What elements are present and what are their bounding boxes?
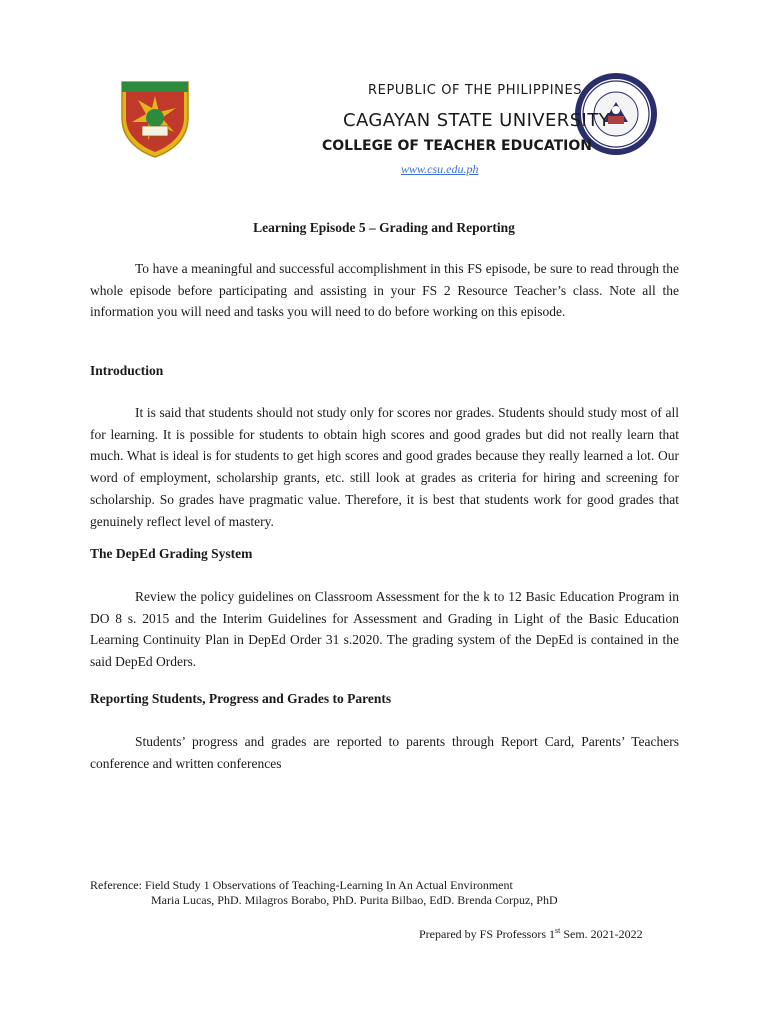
section-body-reporting: Students’ progress and grades are reported to parents through Report Card, Parents’ Teachers conference and written conferences bbox=[90, 734, 679, 771]
website-link[interactable]: www.csu.edu.ph bbox=[401, 162, 479, 176]
university-name: CAGAYAN STATE UNIVERSITY bbox=[343, 110, 611, 131]
reference-line: Reference: Field Study 1 Observations of Teaching-Learning In An Actual Environment bbox=[90, 878, 513, 892]
reference-authors: Maria Lucas, PhD. Milagros Borabo, PhD. Purita Bilbao, EdD. Brenda Corpuz, PhD bbox=[151, 893, 558, 907]
republic-heading: REPUBLIC OF THE PHILIPPINES bbox=[368, 83, 583, 98]
college-name: COLLEGE OF TEACHER EDUCATION bbox=[322, 138, 592, 154]
section-heading-deped-grading: The DepEd Grading System bbox=[90, 546, 253, 561]
university-logo bbox=[118, 78, 192, 158]
section-heading-reporting: Reporting Students, Progress and Grades to Parents bbox=[90, 691, 392, 706]
intro-paragraph: To have a meaningful and successful accomplishment in this FS episode, be sure to read through the whole episode before participating and assisting in your FS 2 Resource Teacher’s class. Note all the information you will need and tasks you will need to do before working on this episode. bbox=[90, 261, 679, 320]
section-heading-introduction: Introduction bbox=[90, 363, 164, 378]
section-body-deped-grading: Review the policy guidelines on Classroom Assessment for the k to 12 Basic Education Program in DO 8 s. 2015 and the Interim Guidelines for Assessment and Grading in Light of the Basic Education Learning Continuity Plan in DepEd Order 31 s.2020. The grading system of the DepEd is contained in the said DepEd Orders. bbox=[90, 589, 679, 670]
prepared-by: Prepared by FS Professors 1st Sem. 2021-2022 bbox=[419, 926, 643, 941]
document-title: Learning Episode 5 – Grading and Reporting bbox=[253, 220, 515, 235]
section-body-introduction: It is said that students should not study only for scores nor grades. Students should study most of all for learning. It is possible for students to obtain high scores and good grades but did not really learn that much. What is ideal is for students to get high scores and good grades because they really learned a lot. Our word of employment, scholarship grants, etc. still look at grades as criteria for hiring and screening for scholarship. So grades have pragmatic value. Therefore, it is best that students work for good grades that genuinely reflect level of mastery. bbox=[90, 405, 679, 529]
